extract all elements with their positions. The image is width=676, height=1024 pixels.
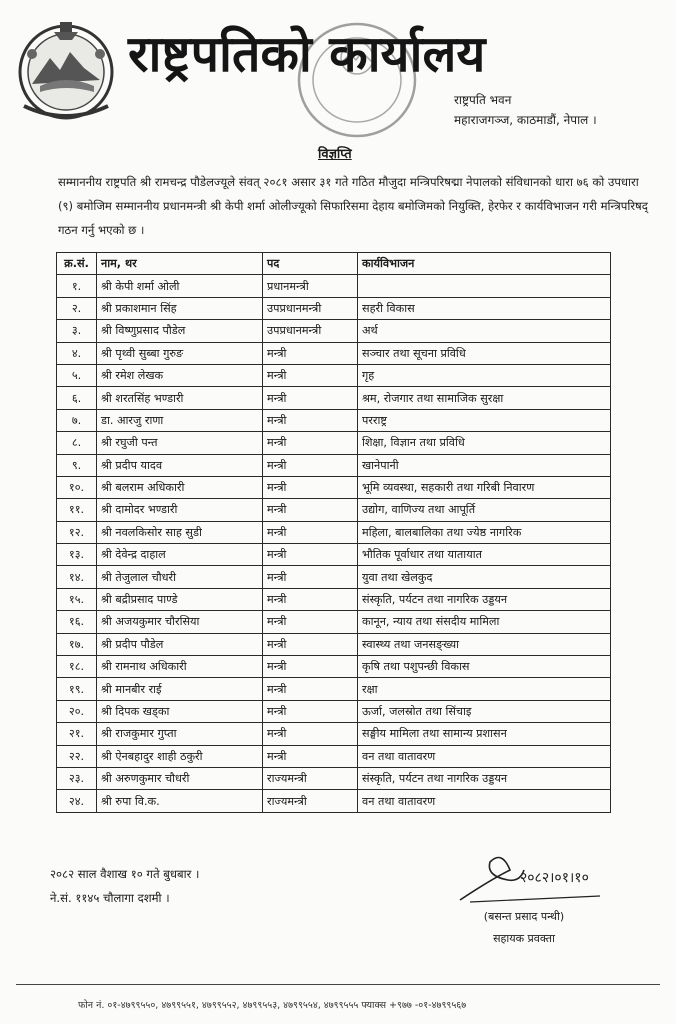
cell-name: श्री विष्णुप्रसाद पौडेल	[97, 320, 263, 342]
cell-name: श्री नवलकिसोर साह सुडी	[97, 521, 263, 543]
cell-serial: २२.	[57, 745, 97, 767]
cell-post: मन्त्री	[263, 499, 358, 521]
signature-icon	[450, 840, 620, 910]
cell-serial: ९.	[57, 454, 97, 476]
table-row	[57, 790, 611, 812]
date-line-bs: २०८२ साल वैशाख १० गते बुधबार ।	[50, 867, 200, 881]
table-row	[57, 476, 611, 498]
cell-portfolio: गृह	[358, 364, 611, 386]
cell-post: मन्त्री	[263, 700, 358, 722]
cell-post: मन्त्री	[263, 342, 358, 364]
cell-serial: १४.	[57, 566, 97, 588]
table-row	[57, 387, 611, 409]
cell-name: श्री मानबीर राई	[97, 678, 263, 700]
address-line: महाराजगञ्ज, काठमाडौं, नेपाल ।	[454, 113, 597, 127]
cell-serial: २१.	[57, 723, 97, 745]
cell-post: प्रधानमन्त्री	[263, 275, 358, 297]
table-header-row	[57, 253, 611, 275]
cell-name: डा. आरजु राणा	[97, 409, 263, 431]
cell-post: राज्यमन्त्री	[263, 767, 358, 789]
table-row	[57, 588, 611, 610]
date-line-ns: ने.सं. ११४५ चौलागा दशमी ।	[50, 891, 170, 905]
cell-serial: १.	[57, 275, 97, 297]
cell-name: श्री प्रदीप यादव	[97, 454, 263, 476]
cell-name: श्री अरुणकुमार चौधरी	[97, 767, 263, 789]
office-address	[454, 90, 597, 130]
table-row	[57, 499, 611, 521]
cell-portfolio: सञ्चार तथा सूचना प्रविधि	[358, 342, 611, 364]
cell-portfolio: खानेपानी	[358, 454, 611, 476]
cell-post: उपप्रधानमन्त्री	[263, 297, 358, 319]
cell-portfolio: संस्कृति, पर्यटन तथा नागरिक उड्डयन	[358, 588, 611, 610]
cell-portfolio: स्वास्थ्य तथा जनसङ्ख्या	[358, 633, 611, 655]
cell-name: श्री बलराम अधिकारी	[97, 476, 263, 498]
table-row	[57, 544, 611, 566]
cell-portfolio: महिला, बालबालिका तथा ज्येष्ठ नागरिक	[358, 521, 611, 543]
cell-name: श्री दामोदर भण्डारी	[97, 499, 263, 521]
cell-portfolio: सङ्घीय मामिला तथा सामान्य प्रशासन	[358, 723, 611, 745]
cell-serial: १७.	[57, 633, 97, 655]
cell-name: श्री अजयकुमार चौरसिया	[97, 611, 263, 633]
table-row	[57, 723, 611, 745]
cell-portfolio: भौतिक पूर्वाधार तथा यातायात	[358, 544, 611, 566]
address-line: राष्ट्रपति भवन	[454, 93, 512, 107]
table-row	[57, 700, 611, 722]
table-row	[57, 364, 611, 386]
cell-portfolio: कानून, न्याय तथा संसदीय मामिला	[358, 611, 611, 633]
header-portfolio: कार्यविभाजन	[358, 253, 611, 275]
cell-serial: ६.	[57, 387, 97, 409]
cell-post: मन्त्री	[263, 432, 358, 454]
cell-serial: १६.	[57, 611, 97, 633]
cell-name: श्री रुपा वि.क.	[97, 790, 263, 812]
cell-serial: १५.	[57, 588, 97, 610]
table-row	[57, 432, 611, 454]
cell-name: श्री रमेश लेखक	[97, 364, 263, 386]
cell-post: मन्त्री	[263, 521, 358, 543]
cell-post: मन्त्री	[263, 656, 358, 678]
issue-date	[50, 862, 199, 910]
cell-post: मन्त्री	[263, 633, 358, 655]
cell-portfolio: संस्कृति, पर्यटन तथा नागरिक उड्डयन	[358, 767, 611, 789]
footer-divider	[16, 984, 660, 985]
cell-portfolio: अर्थ	[358, 320, 611, 342]
office-title: राष्ट्रपतिको कार्यालय	[128, 24, 486, 83]
cell-portfolio: रक्षा	[358, 678, 611, 700]
cell-name: श्री ऐनबहादुर शाही ठकुरी	[97, 745, 263, 767]
table-row	[57, 633, 611, 655]
cell-portfolio: शिक्षा, विज्ञान तथा प्रविधि	[358, 432, 611, 454]
cell-name: श्री बद्रीप्रसाद पाण्डे	[97, 588, 263, 610]
cell-serial: २४.	[57, 790, 97, 812]
cell-serial: १३.	[57, 544, 97, 566]
notice-title: विज्ञप्ति	[318, 147, 352, 162]
cell-serial: १८.	[57, 656, 97, 678]
cell-portfolio: वन तथा वातावरण	[358, 790, 611, 812]
cell-name: श्री राजकुमार गुप्ता	[97, 723, 263, 745]
cell-portfolio: परराष्ट्र	[358, 409, 611, 431]
notice-intro: सम्माननीय राष्ट्रपति श्री रामचन्द्र पौडेलज्यूले संवत् २०८१ असार ३१ गते गठित मौजुदा मन्त्रिपरिषद्मा नेपालको संविधानको धारा ७६ को उपधारा (९) बमोजिम सम्माननीय प्रधानमन्त्री श्री केपी शर्मा ओलीज्यूको सिफारिसमा देहाय बमोजिमको नियुक्ति, हेरफेर र कार्यविभाजन गरी मन्त्रिपरिषद् गठन गर्नु भएको छ ।	[58, 175, 648, 237]
table-row	[57, 521, 611, 543]
signatory-block	[464, 906, 584, 950]
cell-serial: ४.	[57, 342, 97, 364]
header-serial: क्र.सं.	[57, 253, 97, 275]
table-row	[57, 342, 611, 364]
table-body	[57, 275, 611, 812]
cell-post: मन्त्री	[263, 611, 358, 633]
cell-post: मन्त्री	[263, 476, 358, 498]
table-row	[57, 678, 611, 700]
cell-name: श्री शरतसिंह भण्डारी	[97, 387, 263, 409]
cell-post: मन्त्री	[263, 409, 358, 431]
cell-name: श्री प्रकाशमान सिंह	[97, 297, 263, 319]
cell-portfolio: ऊर्जा, जलस्रोत तथा सिंचाइ	[358, 700, 611, 722]
cell-serial: २३.	[57, 767, 97, 789]
cell-name: श्री केपी शर्मा ओली	[97, 275, 263, 297]
cell-serial: १९.	[57, 678, 97, 700]
table-row	[57, 320, 611, 342]
cabinet-table	[56, 252, 611, 813]
cell-serial: २.	[57, 297, 97, 319]
cell-serial: ५.	[57, 364, 97, 386]
table-row	[57, 767, 611, 789]
cell-post: उपप्रधानमन्त्री	[263, 320, 358, 342]
cell-serial: १०.	[57, 476, 97, 498]
contact-footer: फोन नं. ०१-४७९९५५०, ४७९९५५१, ४७९९५५२, ४७९९५५३, ४७९९५५४, ४७९९५५५ फ्याक्स +९७७ -०१-४७९९५६७	[78, 1000, 467, 1011]
cell-portfolio: युवा तथा खेलकुद	[358, 566, 611, 588]
cell-name: श्री तेजुलाल चौधरी	[97, 566, 263, 588]
table-row	[57, 566, 611, 588]
cell-portfolio: भूमि व्यवस्था, सहकारी तथा गरिबी निवारण	[358, 476, 611, 498]
signatory-name: (बसन्त प्रसाद पन्थी)	[483, 910, 565, 923]
cell-serial: ८.	[57, 432, 97, 454]
cell-serial: ३.	[57, 320, 97, 342]
table-row	[57, 656, 611, 678]
cell-post: मन्त्री	[263, 745, 358, 767]
cell-portfolio: उद्योग, वाणिज्य तथा आपूर्ति	[358, 499, 611, 521]
handwritten-date: २०८२।०१।१०	[520, 870, 589, 886]
cell-name: श्री रघुजी पन्त	[97, 432, 263, 454]
cell-name: श्री पृथ्वी सुब्बा गुरुङ	[97, 342, 263, 364]
cell-post: मन्त्री	[263, 588, 358, 610]
cell-name: श्री प्रदीप पौडेल	[97, 633, 263, 655]
signatory-title: सहायक प्रवक्ता	[493, 932, 555, 945]
cell-post: मन्त्री	[263, 544, 358, 566]
cell-post: मन्त्री	[263, 723, 358, 745]
cell-post: मन्त्री	[263, 387, 358, 409]
table-row	[57, 745, 611, 767]
cell-serial: ७.	[57, 409, 97, 431]
nepal-emblem-icon	[10, 14, 122, 126]
cell-portfolio: वन तथा वातावरण	[358, 745, 611, 767]
cell-post: मन्त्री	[263, 454, 358, 476]
table-row	[57, 454, 611, 476]
header-name: नाम, थर	[97, 253, 263, 275]
cell-portfolio: सहरी विकास	[358, 297, 611, 319]
table-row	[57, 409, 611, 431]
cell-post: राज्यमन्त्री	[263, 790, 358, 812]
cell-name: श्री दिपक खड्का	[97, 700, 263, 722]
cell-portfolio: कृषि तथा पशुपन्छी विकास	[358, 656, 611, 678]
cell-portfolio	[358, 275, 611, 297]
cell-post: मन्त्री	[263, 566, 358, 588]
cell-post: मन्त्री	[263, 364, 358, 386]
cell-serial: १२.	[57, 521, 97, 543]
cell-post: मन्त्री	[263, 678, 358, 700]
table-row	[57, 275, 611, 297]
cell-serial: ११.	[57, 499, 97, 521]
cell-name: श्री देवेन्द्र दाहाल	[97, 544, 263, 566]
table-row	[57, 297, 611, 319]
header-post: पद	[263, 253, 358, 275]
table-row	[57, 611, 611, 633]
cell-name: श्री रामनाथ अधिकारी	[97, 656, 263, 678]
cell-portfolio: श्रम, रोजगार तथा सामाजिक सुरक्षा	[358, 387, 611, 409]
cell-serial: २०.	[57, 700, 97, 722]
